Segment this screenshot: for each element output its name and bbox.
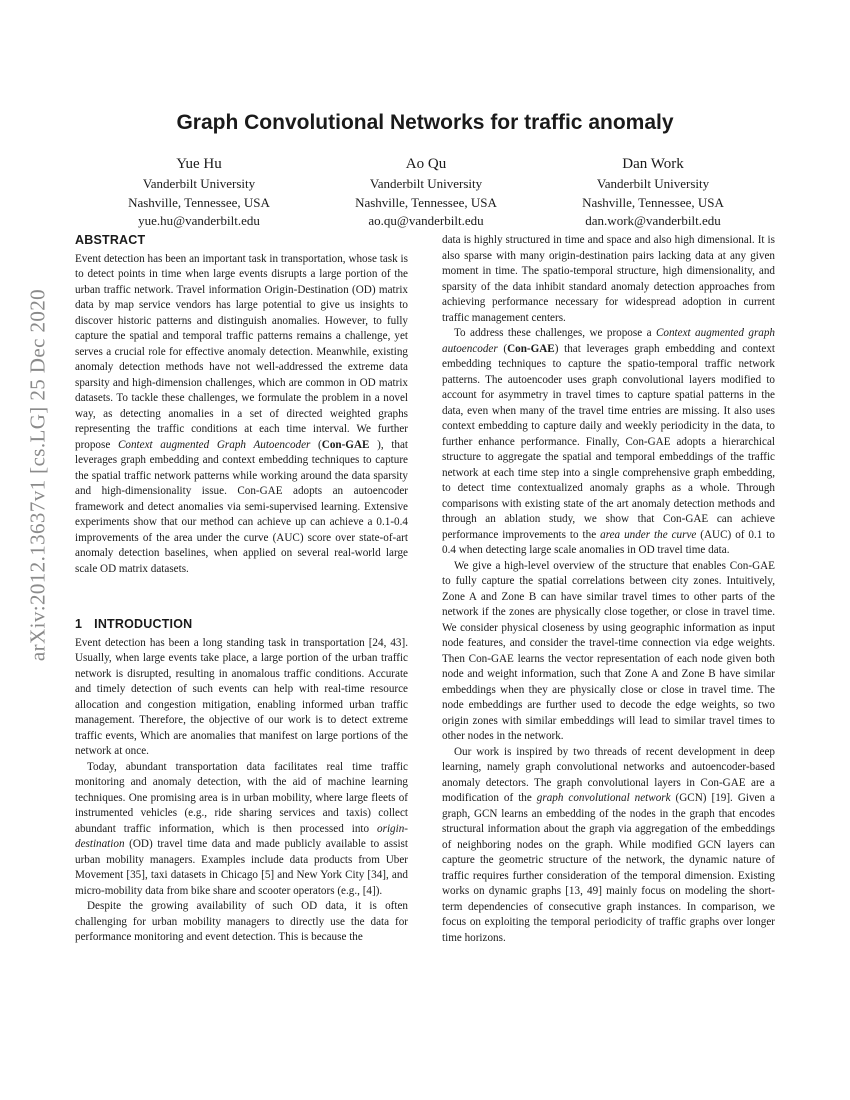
author-name: Ao Qu: [405, 156, 447, 172]
abstract-strong: Con-GAE: [321, 438, 370, 451]
abstract-emphasis: Context augmented Graph Autoencoder: [117, 438, 311, 451]
body-emphasis: Context augmented graph autoencoder: [442, 327, 775, 355]
body-strong: Con-GAE: [507, 342, 555, 355]
intro-paragraph-3: Despite the growing availability of such OD data, it is often challenging for urban mobility managers to directly use the data for performance monitoring and event detection. This is because the: [75, 900, 408, 943]
author-email: ao.qu@vanderbilt.edu: [368, 213, 484, 228]
paper-title: Graph Convolutional Networks for traffic anomaly: [176, 111, 674, 134]
right-paragraph-3: We give a high-level overview of the structure that enables Con-GAE to fully capture the spatial correlations between city zones. Intuitively, Zone A and Zone B can have similar travel times to other parts of the network if the zones are physically close together, or close in travel time. We consider physical closeness by using geographic information as input node features, and consider the travel-time connection via edge weights. Then Con-GAE learns the vector representation of each node given both node and weight information, such that Zone A and Zone B have similar embeddings when they are physically close or close in travel time. The node embeddings are further used to decode the edge weights, so two origin zones with similar embeddings will lead to similar travel times to other nodes in the network.: [442, 559, 775, 742]
section-number: 1: [75, 617, 83, 631]
abstract-text: ), that leverages graph embedding and context embedding techniques to capture the spatial traffic network patterns while working around the data sparsity and high-dimensionality issue. Con-GAE adopts an autoencoder framework and detect anomalies via semi-supervised learning. Extensive experiments show that our method can achieve up can achieve a 0.1-0.4 improvements of the area under the curve (AUC) score over state-of-art anomaly detection baselines, when applied on several real-world large scale OD matrix datasets.: [75, 438, 409, 575]
author-location: Nashville, Tennessee, USA: [128, 194, 270, 210]
body-text: (GCN) [19]. Given a graph, GCN learns an embedding of the nodes in the graph that encodes structural information about the graph via aggregation of the embeddings of neighboring nodes on the graph. While modified GCN layers can capture the geometric structure of the network, the dynamic nature of traffic requires further consideration of the temporal dimension. Existing works on dynamic graphs [13, 49] mainly focus on modeling the short-term dependencies of consecutive graph instances. In comparison, we focus on exploiting the temporal periodicity of traffic graphs over longer time horizons.: [442, 792, 775, 944]
intro-paragraph-1: Event detection has been a long standing task in transportation [24, 43]. Usually, when large events take place, a large portion of the urban traffic network is disrupted, resulting in anomalous traffic conditions. Accurate and timely detection of such events can help with real-time resource allocation and congestion mitigation, enabling informed urban traffic management. Therefore, the objective of our work is to detect extreme traffic events, Which are anomalies that manifest on large portions of the network at once.: [75, 636, 408, 757]
right-paragraph-2: [442, 326, 775, 559]
body-text: ) that leverages graph embedding and context embedding techniques to capture the spatio-temporal traffic network patterns. The autoencoder uses graph convolutional layers modified to account for asymmetry in travel times to capture spatial patterns in the data, even when many of the travel time entries are missing. It also uses context embedding to capture daily and weekly periodicity in the data, to further enhance performance. Finally, Con-GAE adopts a hierarchical structure to aggregate the spatial and temporal embeddings of the traffic network at each time step into a single comprehensive graph embedding, to detect time contextualized anomaly graphs as a whole. Through comparisons with existing state of the art anomaly detection methods and through an ablation study, we show that Con-GAE can achieve performance improvements to the: [442, 342, 775, 541]
author-block-2: [311, 154, 541, 231]
right-column: [442, 233, 775, 946]
intro-text: Today, abundant transportation data facilitates real time traffic monitoring and anomaly detection, with the aid of machine learning techniques. One promising area is in urban mobility, where large fleets of instrumented vehicles (e.g., ride sharing services and taxis) collect abundant traffic information, which is then processed into: [75, 760, 408, 835]
section-title: INTRODUCTION: [94, 617, 193, 631]
body-text: (AUC) of 0.1 to 0.4 when detecting large scale anomalies in OD travel time data.: [442, 528, 775, 556]
author-location: Nashville, Tennessee, USA: [355, 194, 497, 210]
left-column: [75, 233, 408, 946]
author-affiliation: Vanderbilt University: [142, 176, 256, 191]
intro-paragraph-2: [75, 760, 408, 900]
intro-emphasis: origin-destination: [75, 822, 408, 850]
abstract-text: Event detection has been an important task in transportation, whose task is to detect points in time when large events disrupts a large portion of the urban traffic network. Travel information Origin-Destination (OD) matrix data by map service vendors has large potential to give us insights to discover historic patterns and distinguish anomalies. However, to fully capture the spatial and temporal traffic patterns remains a challenge, yet serves a crucial role for effective anomaly detection. Meanwhile, existing anomaly detection methods have not well-addressed the extreme data sparsity and high-dimension challenges, which are common in OD matrix datasets. To tackle these challenges, we formulate the problem in a novel way, as detecting anomalies in a set of directed weighted graphs representing the traffic conditions at each time interval. We further propose: [75, 252, 408, 451]
right-paragraph-4: [442, 745, 775, 947]
introduction-heading: [75, 617, 408, 633]
author-block-3: [538, 154, 768, 231]
author-name: Yue Hu: [176, 156, 222, 172]
author-block-1: [84, 154, 314, 231]
author-email: dan.work@vanderbilt.edu: [585, 213, 721, 228]
arxiv-identifier: arXiv:2012.13637v1 [cs.LG] 25 Dec 2020: [25, 288, 50, 662]
author-affiliation: Vanderbilt University: [596, 176, 710, 191]
author-email: yue.hu@vanderbilt.edu: [138, 213, 260, 228]
author-location: Nashville, Tennessee, USA: [582, 194, 724, 210]
abstract-text: (: [310, 438, 322, 451]
body-text: (: [497, 342, 508, 355]
right-paragraph-1: data is highly structured in time and space and also high dimensional. It is also sparse with many origin-destination pairs lacking data at any given moment in time. The spatio-temporal structure, high dimensionality, and sparsity of the data inhibit standard anomaly detection approaches from achieving performance necessary for widespread adoption in current traffic management centers.: [442, 234, 775, 324]
author-name: Dan Work: [622, 156, 684, 172]
abstract-heading: ABSTRACT: [75, 233, 146, 247]
body-emphasis: graph convolutional network: [536, 792, 671, 804]
intro-text: (OD) travel time data and made publicly available to assist urban mobility managers. Examples include data products from Uber Movement [35], taxi datasets in Chicago [5] and New York City [34], and micro-mobility data from bike share and scooter operators (e.g., [4]).: [75, 838, 408, 897]
body-text: To address these challenges, we propose a: [454, 327, 656, 339]
body-emphasis: area under the curve: [600, 528, 697, 541]
abstract-paragraph: [75, 252, 408, 578]
arxiv-sidebar: [0, 0, 60, 1100]
author-affiliation: Vanderbilt University: [369, 176, 483, 191]
body-text: Our work is inspired by two threads of recent development in deep learning, namely graph convolutional networks and autoencoder-based anomaly detectors. The graph convolutional layers in Con-GAE are a modification of the: [442, 745, 775, 804]
